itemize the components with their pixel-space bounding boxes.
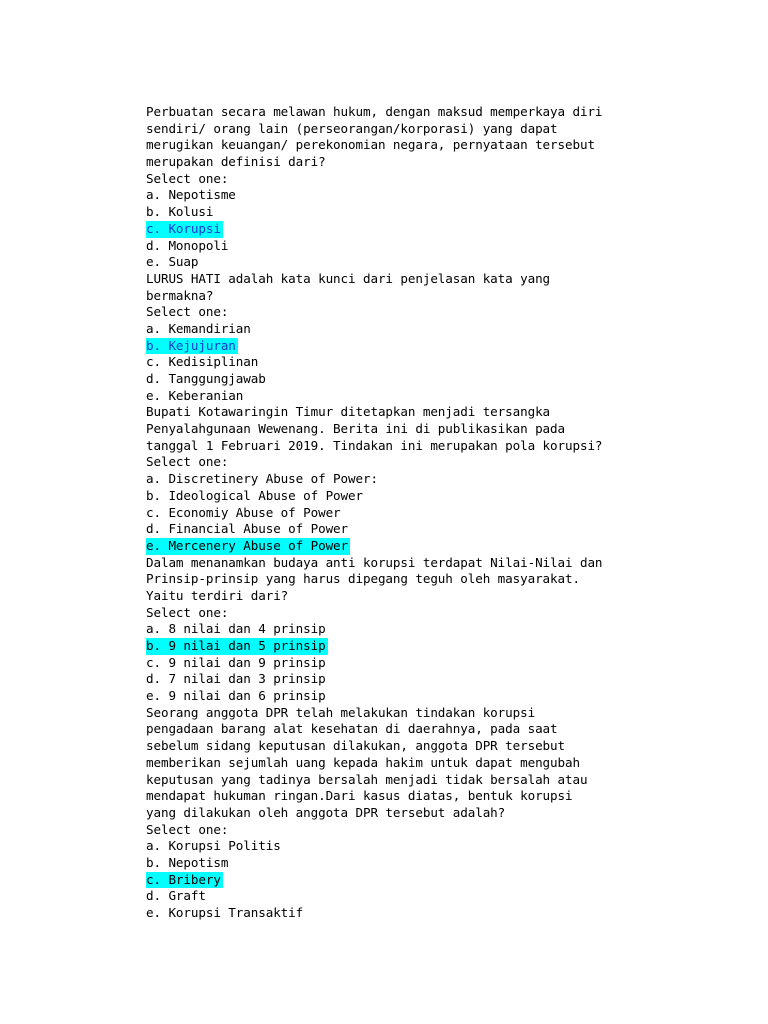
answer-option: d. Tanggungjawab — [146, 371, 266, 386]
answer-option: c. 9 nilai dan 9 prinsip — [146, 654, 326, 670]
answer-option: b. Kolusi — [146, 204, 214, 220]
question-1 — [146, 104, 636, 271]
answer-option: a. 8 nilai dan 4 prinsip — [146, 621, 326, 637]
select-one-prompt: Select one: — [146, 304, 229, 320]
question-4 — [146, 555, 636, 705]
select-one-prompt: Select one: — [146, 454, 229, 470]
question-text-line: merugikan keuangan/ perekonomian negara, pernyataan tersebut — [146, 137, 595, 153]
answer-option-selected — [146, 338, 636, 355]
answer-option-selected — [146, 221, 636, 238]
question-text-line: Dalam menanamkan budaya anti korupsi terdapat Nilai-Nilai dan — [146, 554, 603, 570]
highlighted-answer: b. Kejujuran — [146, 337, 236, 353]
question-5 — [146, 705, 636, 922]
answer-option: b. Nepotism — [146, 854, 229, 870]
highlighted-answer: b. 9 nilai dan 5 prinsip — [146, 638, 326, 653]
answer-option: a. Korupsi Politis — [146, 838, 281, 854]
answer-option: b. Ideological Abuse of Power — [146, 487, 363, 503]
question-text-line: Seorang anggota DPR telah melakukan tindakan korupsi — [146, 704, 536, 720]
question-2 — [146, 271, 636, 405]
answer-option: c. Kedisiplinan — [146, 354, 259, 370]
question-text-line: Bupati Kotawaringin Timur ditetapkan menjadi tersangka — [146, 404, 551, 420]
select-one-prompt: Select one: — [146, 170, 229, 186]
answer-option: a. Kemandirian — [146, 320, 251, 336]
select-one-prompt: Select one: — [146, 604, 229, 620]
question-text-line: mendapat hukuman ringan.Dari kasus diatas, bentuk korupsi — [146, 788, 573, 804]
answer-option: d. 7 nilai dan 3 prinsip — [146, 671, 326, 687]
answer-option-selected — [146, 872, 636, 889]
answer-option: e. Keberanian — [146, 387, 244, 403]
question-text-line: pengadaan barang alat kesehatan di daerahnya, pada saat — [146, 721, 558, 737]
question-text-line: sendiri/ orang lain (perseorangan/korporasi) yang dapat — [146, 120, 558, 136]
highlighted-answer: c. Bribery — [146, 871, 221, 887]
quiz-document — [146, 104, 636, 922]
answer-option-selected — [146, 638, 636, 655]
question-text-line: Prinsip-prinsip yang harus dipegang teguh oleh masyarakat. — [146, 571, 580, 587]
answer-option: d. Financial Abuse of Power — [146, 521, 349, 537]
question-text-line: memberikan sejumlah uang kepada hakim untuk dapat mengubah — [146, 754, 580, 770]
question-text-line: LURUS HATI adalah kata kunci dari penjelasan kata yang — [146, 270, 551, 286]
highlighted-answer: c. Korupsi — [146, 220, 221, 236]
question-text-line: tanggal 1 Februari 2019. Tindakan ini merupakan pola korupsi? — [146, 437, 603, 453]
answer-option: c. Economiy Abuse of Power — [146, 504, 341, 520]
highlighted-answer: e. Mercenery Abuse of Power — [146, 537, 349, 553]
answer-option: a. Discretinery Abuse of Power: — [146, 471, 378, 487]
answer-option: e. Suap — [146, 254, 199, 270]
question-text-line: sebelum sidang keputusan dilakukan, anggota DPR tersebut — [146, 738, 565, 754]
question-text-line: bermakna? — [146, 287, 214, 303]
answer-option: e. 9 nilai dan 6 prinsip — [146, 688, 326, 704]
question-text-line: Perbuatan secara melawan hukum, dengan maksud memperkaya diri — [146, 104, 603, 119]
answer-option: a. Nepotisme — [146, 187, 236, 203]
select-one-prompt: Select one: — [146, 821, 229, 837]
answer-option: d. Graft — [146, 888, 206, 904]
question-text-line: Penyalahgunaan Wewenang. Berita ini di publikasikan pada — [146, 421, 565, 437]
question-3 — [146, 404, 636, 554]
question-text-line: keputusan yang tadinya bersalah menjadi tidak bersalah atau — [146, 771, 588, 787]
answer-option: e. Korupsi Transaktif — [146, 905, 304, 920]
question-text-line: merupakan definisi dari? — [146, 154, 326, 170]
question-text-line: yang dilakukan oleh anggota DPR tersebut adalah? — [146, 804, 506, 820]
answer-option-selected — [146, 538, 636, 555]
answer-option: d. Monopoli — [146, 237, 229, 253]
question-text-line: Yaitu terdiri dari? — [146, 587, 289, 603]
